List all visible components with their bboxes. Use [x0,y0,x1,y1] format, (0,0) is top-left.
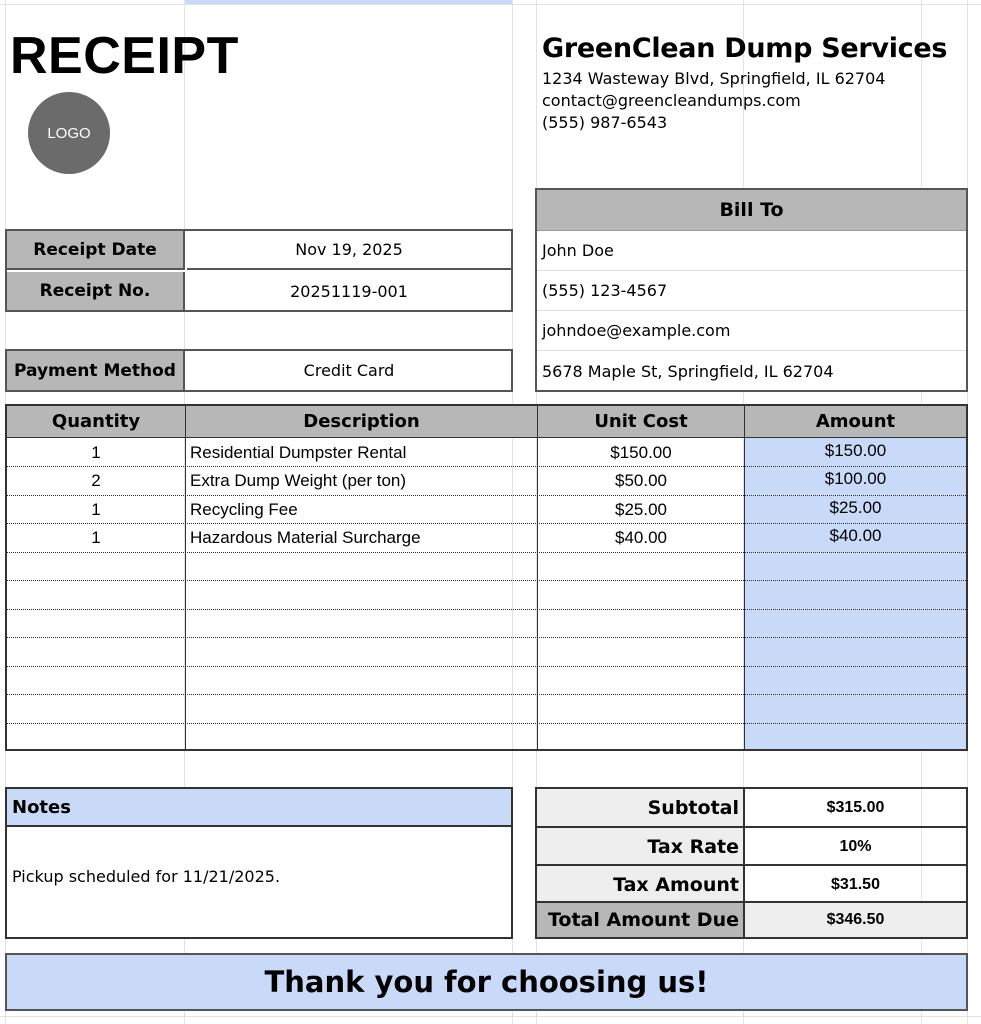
item-unit-cost[interactable]: $150.00 [610,443,672,462]
item-unit-cost[interactable]: $50.00 [615,471,667,490]
column-header-description: Description [186,406,537,438]
item-amount: $40.00 [829,526,882,545]
item-amount: $100.00 [824,469,887,488]
item-description[interactable]: Residential Dumpster Rental [190,443,407,462]
item-description[interactable]: Hazardous Material Surcharge [190,528,421,547]
item-unit-cost[interactable]: $25.00 [615,500,667,519]
notes-box [5,787,513,939]
column-header-quantity: Quantity [7,406,185,438]
payment-method-label: Payment Method [7,351,185,390]
company-phone: (555) 987-6543 [542,113,668,132]
bill-to-name[interactable]: John Doe [537,231,966,271]
selected-cell-strip [185,0,512,4]
item-amount: $25.00 [829,498,882,517]
total-due-value: $346.50 [745,903,966,937]
column-header-unit-cost: Unit Cost [538,406,744,438]
totals-box [535,787,968,939]
item-quantity[interactable]: 1 [91,528,101,547]
receipt-title: RECEIPT [10,27,239,85]
bill-to-address[interactable]: 5678 Maple St, Springfield, IL 62704 [542,361,834,381]
receipt-date-value[interactable]: Nov 19, 2025 [187,231,511,270]
receipt-info-box [5,229,513,312]
notes-header: Notes [7,789,511,827]
receipt-date-label: Receipt Date [7,231,185,270]
item-unit-cost[interactable]: $40.00 [615,528,667,547]
notes-text[interactable]: Pickup scheduled for 11/21/2025. [12,867,281,886]
company-email: contact@greencleandumps.com [542,91,801,110]
item-quantity[interactable]: 2 [91,471,101,490]
tax-rate-label: Tax Rate [537,828,743,865]
receipt-number-value[interactable]: 20251119-001 [290,281,408,301]
company-name: GreenClean Dump Services [542,33,948,64]
subtotal-label: Subtotal [537,789,743,826]
payment-method-value[interactable]: Credit Card [303,361,395,380]
tax-amount-value: $31.50 [831,875,880,893]
thank-you-banner: Thank you for choosing us! [5,953,968,1011]
logo-text: LOGO [47,124,91,142]
subtotal-value: $315.00 [826,798,885,816]
tax-rate-value[interactable]: 10% [839,837,872,855]
tax-amount-label: Tax Amount [537,866,743,903]
item-quantity[interactable]: 1 [91,443,101,462]
items-table [5,404,968,751]
bill-to-email[interactable]: johndoe@example.com [537,311,966,351]
item-quantity[interactable]: 1 [91,500,101,519]
company-address: 1234 Wasteway Blvd, Springfield, IL 62704 [542,69,886,88]
bill-to-box [535,188,968,392]
bill-to-header: Bill To [537,190,966,231]
receipt-number-label: Receipt No. [7,272,185,310]
item-description[interactable]: Extra Dump Weight (per ton) [190,471,407,490]
item-description[interactable]: Recycling Fee [190,500,298,519]
column-header-amount: Amount [745,406,966,438]
company-logo [28,92,110,174]
total-due-label: Total Amount Due [537,903,743,937]
item-amount: $150.00 [824,441,887,460]
bill-to-phone[interactable]: (555) 123-4567 [537,271,966,311]
payment-method-box [5,349,513,392]
